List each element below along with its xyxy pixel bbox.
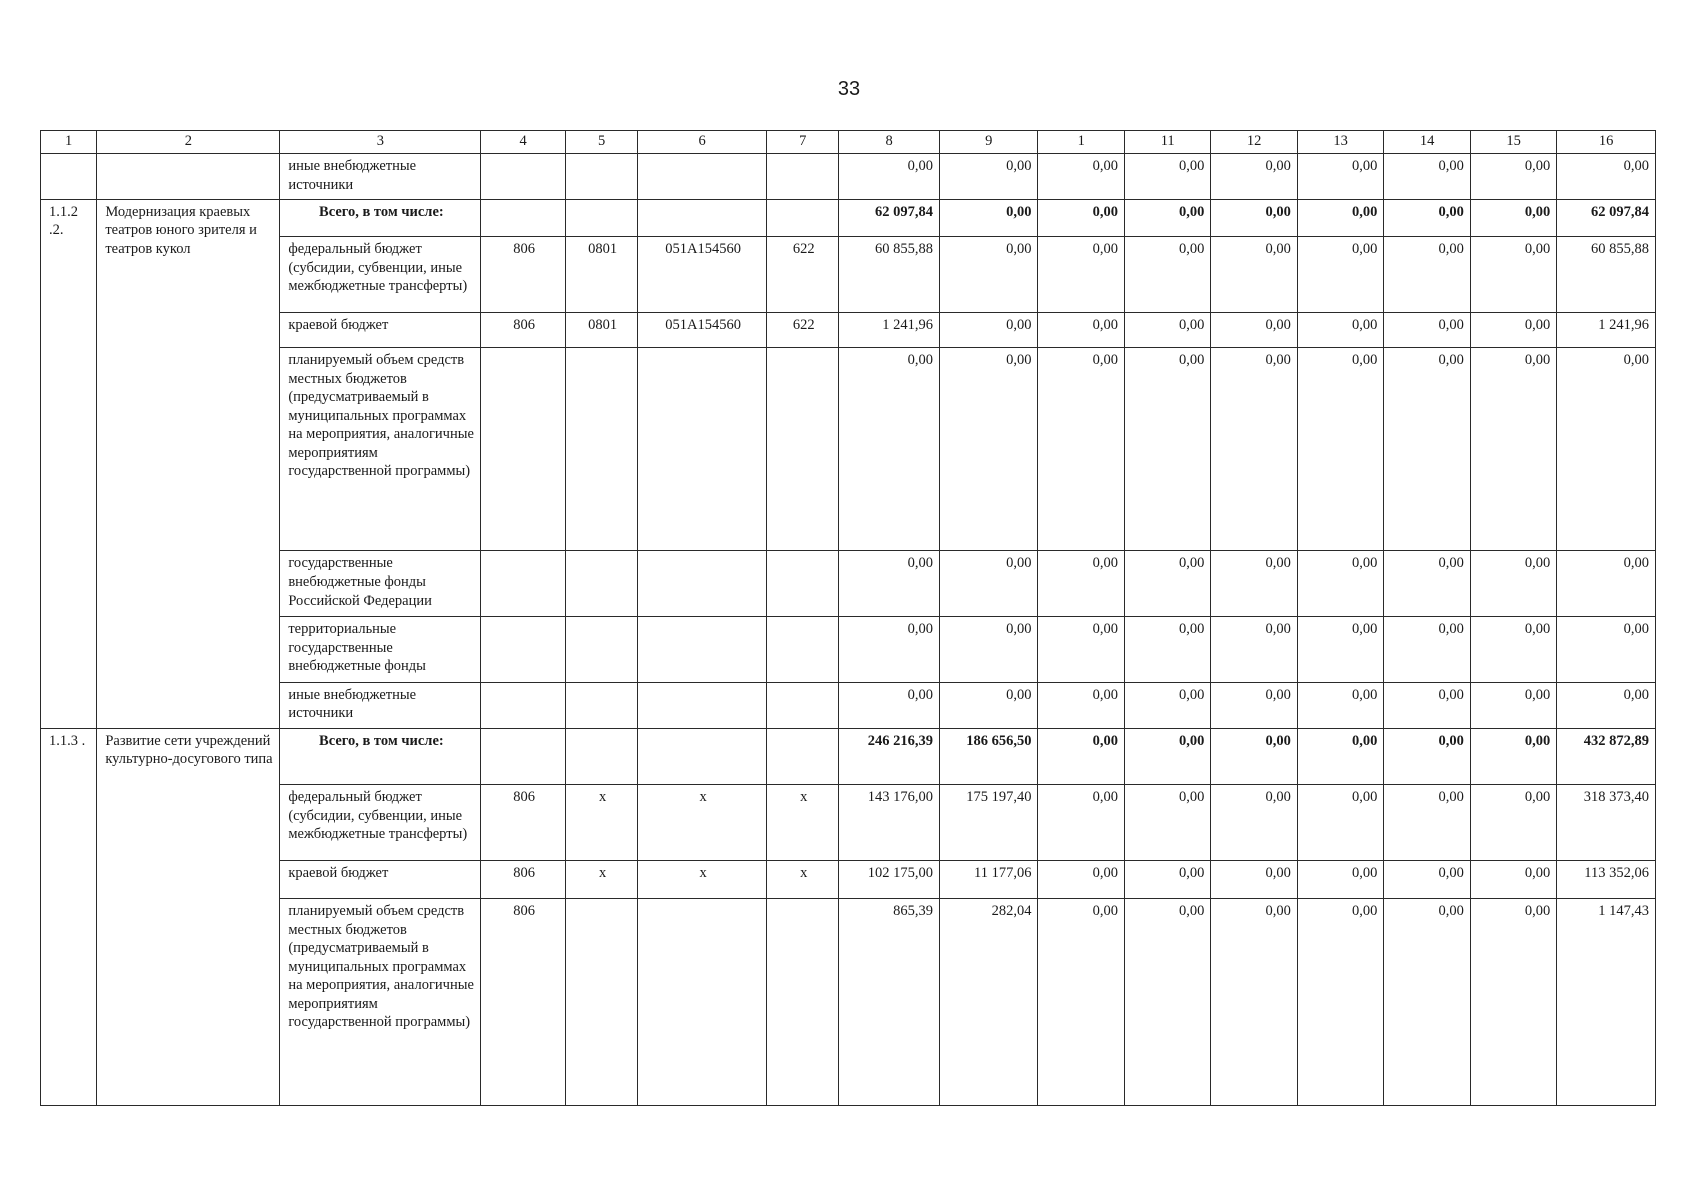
total-row [41,728,1656,784]
expense-type-cell [767,347,839,551]
expense-type-cell [767,617,839,683]
year-value-cell: 0,00 [1384,617,1470,683]
year-value-cell: 0,00 [1470,199,1556,236]
section-code-cell: 0801 [565,237,637,313]
target-article-cell [638,899,767,1106]
row-total-value-cell: 432 872,89 [1557,728,1656,784]
year-value-cell: 0,00 [1211,617,1297,683]
year-value-cell: 0,00 [1297,682,1383,728]
grbs-code-cell [481,347,565,551]
expense-type-cell [767,199,839,236]
index-cell [41,154,97,200]
grbs-code-cell [481,617,565,683]
year-value-cell: 0,00 [1297,728,1383,784]
budget-table [40,130,1656,1106]
target-article-cell [638,551,767,617]
table-row [41,899,1656,1106]
year-value-cell: 0,00 [939,682,1038,728]
row-total-value-cell: 0,00 [1557,154,1656,200]
section-code-cell [565,728,637,784]
total-row [41,199,1656,236]
expense-type-cell: 622 [767,237,839,313]
year-value-cell: 0,00 [1470,237,1556,313]
column-number-row [41,131,1656,154]
funding-source-cell: государственные внебюджетные фонды Российской Федерации [280,551,481,617]
section-code-cell: х [565,785,637,861]
year-value-cell: 0,00 [1211,860,1297,898]
target-article-cell [638,199,767,236]
year-value-cell: 0,00 [1124,312,1210,347]
funding-source-cell: иные внебюджетные источники [280,682,481,728]
grbs-code-cell [481,199,565,236]
year-value-cell: 0,00 [839,154,940,200]
year-value-cell: 0,00 [1038,617,1124,683]
column-number-header: 2 [97,131,280,154]
grbs-code-cell: 806 [481,899,565,1106]
table-row [41,551,1656,617]
grbs-code-cell [481,682,565,728]
row-total-value-cell: 1 241,96 [1557,312,1656,347]
year-value-cell: 0,00 [1384,312,1470,347]
year-value-cell: 0,00 [1038,551,1124,617]
row-total-value-cell: 318 373,40 [1557,785,1656,861]
year-value-cell: 0,00 [939,617,1038,683]
activity-name-cell: Модернизация краевых театров юного зрителя и театров кукол [97,199,280,728]
year-value-cell: 0,00 [939,347,1038,551]
year-value-cell: 0,00 [1470,347,1556,551]
row-total-value-cell: 0,00 [1557,347,1656,551]
column-number-header: 1 [1038,131,1124,154]
expense-type-cell [767,728,839,784]
year-value-cell: 0,00 [1470,312,1556,347]
section-code-cell [565,347,637,551]
total-label-cell: Всего, в том числе: [280,728,481,784]
target-article-cell: 051A154560 [638,237,767,313]
funding-source-cell: планируемый объем средств местных бюджетов (предусматриваемый в муниципальных программах на мероприятия, аналогичные мероприятиям государственной программы) [280,899,481,1106]
year-value-cell: 0,00 [1297,199,1383,236]
section-code-cell [565,154,637,200]
column-number-header: 15 [1470,131,1556,154]
year-value-cell: 0,00 [1038,899,1124,1106]
grbs-code-cell: 806 [481,312,565,347]
funding-source-cell: федеральный бюджет (субсидии, субвенции, иные межбюджетные трансферты) [280,785,481,861]
column-number-header: 9 [939,131,1038,154]
year-value-cell: 0,00 [1470,728,1556,784]
column-number-header: 14 [1384,131,1470,154]
year-value-cell: 0,00 [839,682,940,728]
target-article-cell [638,682,767,728]
funding-source-cell: иные внебюджетные источники [280,154,481,200]
year-value-cell: 0,00 [1038,154,1124,200]
target-article-cell [638,617,767,683]
year-value-cell: 0,00 [1297,785,1383,861]
year-value-cell: 0,00 [839,617,940,683]
section-code-cell [565,682,637,728]
year-value-cell: 0,00 [1384,154,1470,200]
row-total-value-cell: 1 147,43 [1557,899,1656,1106]
row-total-value-cell: 113 352,06 [1557,860,1656,898]
target-article-cell: 051A154560 [638,312,767,347]
year-value-cell: 0,00 [1297,617,1383,683]
year-value-cell: 1 241,96 [839,312,940,347]
year-value-cell: 0,00 [1124,237,1210,313]
table-row [41,617,1656,683]
section-code-cell: х [565,860,637,898]
table-row [41,347,1656,551]
year-value-cell: 0,00 [1038,682,1124,728]
year-value-cell: 246 216,39 [839,728,940,784]
section-code-cell [565,551,637,617]
column-number-header: 1 [41,131,97,154]
row-total-value-cell: 0,00 [1557,682,1656,728]
year-value-cell: 0,00 [1384,860,1470,898]
expense-type-cell: х [767,860,839,898]
total-label-cell: Всего, в том числе: [280,199,481,236]
year-value-cell: 0,00 [1384,347,1470,551]
year-value-cell: 0,00 [1124,199,1210,236]
table-row [41,785,1656,861]
year-value-cell: 0,00 [1297,899,1383,1106]
year-value-cell: 0,00 [1211,682,1297,728]
expense-type-cell [767,154,839,200]
year-value-cell: 0,00 [1470,860,1556,898]
index-cell: 1.1.3 . [41,728,97,1105]
year-value-cell: 282,04 [939,899,1038,1106]
table-row [41,237,1656,313]
year-value-cell: 0,00 [1470,682,1556,728]
year-value-cell: 60 855,88 [839,237,940,313]
year-value-cell: 0,00 [939,199,1038,236]
year-value-cell: 0,00 [1470,899,1556,1106]
column-number-header: 13 [1297,131,1383,154]
year-value-cell: 0,00 [1384,785,1470,861]
year-value-cell: 62 097,84 [839,199,940,236]
year-value-cell: 0,00 [1038,347,1124,551]
year-value-cell: 0,00 [1211,785,1297,861]
funding-source-cell: федеральный бюджет (субсидии, субвенции, иные межбюджетные трансферты) [280,237,481,313]
year-value-cell: 0,00 [1124,899,1210,1106]
funding-source-cell: территориальные государственные внебюджетные фонды [280,617,481,683]
year-value-cell: 865,39 [839,899,940,1106]
year-value-cell: 0,00 [839,347,940,551]
year-value-cell: 0,00 [1038,860,1124,898]
year-value-cell: 0,00 [939,312,1038,347]
target-article-cell: х [638,860,767,898]
expense-type-cell: 622 [767,312,839,347]
year-value-cell: 0,00 [1297,551,1383,617]
section-code-cell [565,617,637,683]
year-value-cell: 0,00 [1297,347,1383,551]
year-value-cell: 0,00 [1470,551,1556,617]
year-value-cell: 175 197,40 [939,785,1038,861]
year-value-cell: 0,00 [1470,154,1556,200]
activity-name-cell [97,154,280,200]
table-row [41,860,1656,898]
year-value-cell: 11 177,06 [939,860,1038,898]
column-number-header: 12 [1211,131,1297,154]
activity-name-cell: Развитие сети учреждений культурно-досугового типа [97,728,280,1105]
year-value-cell: 0,00 [1384,199,1470,236]
year-value-cell: 0,00 [1384,682,1470,728]
column-number-header: 5 [565,131,637,154]
row-total-value-cell: 62 097,84 [1557,199,1656,236]
table-row [41,312,1656,347]
year-value-cell: 0,00 [1038,237,1124,313]
year-value-cell: 0,00 [1211,154,1297,200]
year-value-cell: 0,00 [1297,860,1383,898]
row-total-value-cell: 0,00 [1557,617,1656,683]
grbs-code-cell [481,551,565,617]
target-article-cell: х [638,785,767,861]
column-number-header: 16 [1557,131,1656,154]
funding-source-cell: краевой бюджет [280,860,481,898]
column-number-header: 4 [481,131,565,154]
table-row [41,682,1656,728]
year-value-cell: 0,00 [1384,728,1470,784]
year-value-cell: 0,00 [1211,312,1297,347]
year-value-cell: 0,00 [1124,617,1210,683]
year-value-cell: 0,00 [1384,899,1470,1106]
page-number: 33 [837,78,861,100]
year-value-cell: 0,00 [1211,551,1297,617]
grbs-code-cell: 806 [481,237,565,313]
year-value-cell: 0,00 [1038,199,1124,236]
year-value-cell: 0,00 [1124,785,1210,861]
column-number-header: 3 [280,131,481,154]
funding-source-cell: планируемый объем средств местных бюджетов (предусматриваемый в муниципальных программах на мероприятия, аналогичные мероприятиям государственной программы) [280,347,481,551]
grbs-code-cell [481,154,565,200]
column-number-header: 6 [638,131,767,154]
funding-source-cell: краевой бюджет [280,312,481,347]
year-value-cell: 0,00 [939,551,1038,617]
year-value-cell: 0,00 [1211,899,1297,1106]
grbs-code-cell: 806 [481,785,565,861]
year-value-cell: 0,00 [1124,682,1210,728]
year-value-cell: 0,00 [1038,785,1124,861]
section-code-cell: 0801 [565,312,637,347]
year-value-cell: 0,00 [1124,728,1210,784]
year-value-cell: 0,00 [1124,860,1210,898]
year-value-cell: 0,00 [939,154,1038,200]
row-total-value-cell: 60 855,88 [1557,237,1656,313]
year-value-cell: 0,00 [1211,347,1297,551]
target-article-cell [638,154,767,200]
expense-type-cell [767,682,839,728]
grbs-code-cell [481,728,565,784]
column-number-header: 11 [1124,131,1210,154]
target-article-cell [638,347,767,551]
target-article-cell [638,728,767,784]
table-body [41,154,1656,1106]
row-total-value-cell: 0,00 [1557,551,1656,617]
year-value-cell: 0,00 [1038,728,1124,784]
column-number-header: 7 [767,131,839,154]
year-value-cell: 0,00 [939,237,1038,313]
year-value-cell: 0,00 [1297,312,1383,347]
year-value-cell: 0,00 [1124,154,1210,200]
year-value-cell: 0,00 [1211,728,1297,784]
year-value-cell: 0,00 [1038,312,1124,347]
year-value-cell: 0,00 [1384,551,1470,617]
index-cell: 1.1.2 .2. [41,199,97,728]
year-value-cell: 0,00 [1124,347,1210,551]
expense-type-cell: х [767,785,839,861]
section-code-cell [565,899,637,1106]
year-value-cell: 0,00 [839,551,940,617]
year-value-cell: 102 175,00 [839,860,940,898]
year-value-cell: 0,00 [1124,551,1210,617]
year-value-cell: 0,00 [1470,617,1556,683]
year-value-cell: 143 176,00 [839,785,940,861]
year-value-cell: 0,00 [1470,785,1556,861]
year-value-cell: 0,00 [1297,154,1383,200]
year-value-cell: 186 656,50 [939,728,1038,784]
year-value-cell: 0,00 [1211,237,1297,313]
column-number-header: 8 [839,131,940,154]
year-value-cell: 0,00 [1384,237,1470,313]
table-row [41,154,1656,200]
section-code-cell [565,199,637,236]
expense-type-cell [767,899,839,1106]
expense-type-cell [767,551,839,617]
year-value-cell: 0,00 [1297,237,1383,313]
grbs-code-cell: 806 [481,860,565,898]
year-value-cell: 0,00 [1211,199,1297,236]
